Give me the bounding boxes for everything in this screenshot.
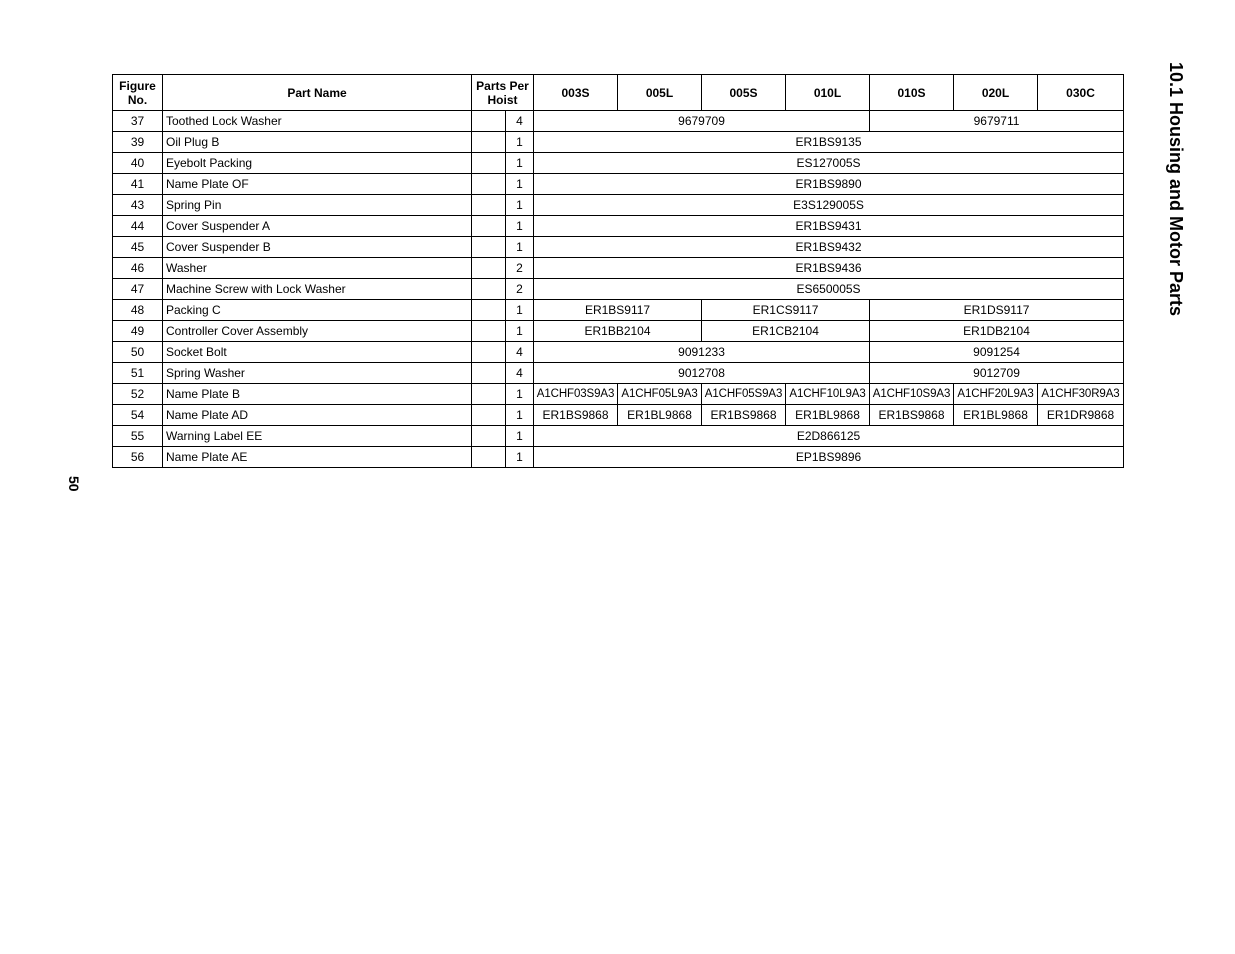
- header-pph-line2: Hoist: [487, 92, 518, 107]
- part-name-cell: Cover Suspender A: [163, 216, 472, 237]
- part-name-cell: Toothed Lock Washer: [163, 111, 472, 132]
- part-name-cell: Controller Cover Assembly: [163, 321, 472, 342]
- part-code-cell: EP1BS9896: [534, 447, 1124, 468]
- table-row: [113, 153, 1124, 174]
- part-name-cell: Name Plate AE: [163, 447, 472, 468]
- parts-per-hoist-cell: 1: [506, 300, 534, 321]
- part-name-cell: Spring Pin: [163, 195, 472, 216]
- header-model: 010S: [870, 75, 954, 111]
- part-code-cell: ER1BL9868: [786, 405, 870, 426]
- part-code-cell: A1CHF10S9A3: [870, 384, 954, 405]
- section-title: 10.1 Housing and Motor Parts: [1166, 62, 1186, 317]
- part-code-cell: ER1DS9117: [870, 300, 1124, 321]
- parts-per-hoist-blank-cell: [472, 216, 506, 237]
- part-name-cell: Name Plate B: [163, 384, 472, 405]
- header-model: 030C: [1038, 75, 1124, 111]
- parts-per-hoist-blank-cell: [472, 111, 506, 132]
- part-name-cell: Socket Bolt: [163, 342, 472, 363]
- header-model: 005S: [702, 75, 786, 111]
- parts-per-hoist-blank-cell: [472, 363, 506, 384]
- header-figure-line2: No.: [127, 92, 148, 107]
- parts-table-body: [113, 111, 1124, 468]
- figure-no-cell: 49: [113, 321, 163, 342]
- parts-per-hoist-blank-cell: [472, 258, 506, 279]
- parts-per-hoist-cell: 2: [506, 258, 534, 279]
- parts-per-hoist-blank-cell: [472, 426, 506, 447]
- part-code-cell: 9679711: [870, 111, 1124, 132]
- parts-per-hoist-cell: 1: [506, 132, 534, 153]
- figure-no-cell: 45: [113, 237, 163, 258]
- table-row: [113, 237, 1124, 258]
- part-code-cell: ER1BS9432: [534, 237, 1124, 258]
- figure-no-cell: 44: [113, 216, 163, 237]
- parts-per-hoist-cell: 1: [506, 384, 534, 405]
- page-number: 50: [66, 476, 82, 492]
- figure-no-cell: 37: [113, 111, 163, 132]
- part-code-cell: A1CHF05S9A3: [702, 384, 786, 405]
- table-row: [113, 174, 1124, 195]
- part-name-cell: Washer: [163, 258, 472, 279]
- part-code-cell: A1CHF05L9A3: [618, 384, 702, 405]
- parts-per-hoist-blank-cell: [472, 321, 506, 342]
- figure-no-cell: 40: [113, 153, 163, 174]
- figure-no-cell: 55: [113, 426, 163, 447]
- parts-per-hoist-cell: 2: [506, 279, 534, 300]
- part-code-cell: ER1BB2104: [534, 321, 702, 342]
- figure-no-cell: 47: [113, 279, 163, 300]
- figure-no-cell: 39: [113, 132, 163, 153]
- parts-per-hoist-blank-cell: [472, 279, 506, 300]
- part-code-cell: ES650005S: [534, 279, 1124, 300]
- header-figure-line1: Figure: [119, 78, 156, 93]
- header-model: 010L: [786, 75, 870, 111]
- header-model: 020L: [954, 75, 1038, 111]
- figure-no-cell: 52: [113, 384, 163, 405]
- parts-per-hoist-blank-cell: [472, 300, 506, 321]
- parts-per-hoist-blank-cell: [472, 405, 506, 426]
- figure-no-cell: 41: [113, 174, 163, 195]
- part-name-cell: Cover Suspender B: [163, 237, 472, 258]
- table-row: [113, 426, 1124, 447]
- table-row: [113, 111, 1124, 132]
- part-name-cell: Warning Label EE: [163, 426, 472, 447]
- parts-per-hoist-blank-cell: [472, 132, 506, 153]
- part-code-cell: 9679709: [534, 111, 870, 132]
- part-name-cell: Packing C: [163, 300, 472, 321]
- parts-per-hoist-cell: 4: [506, 363, 534, 384]
- part-code-cell: ER1CB2104: [702, 321, 870, 342]
- header-model: 005L: [618, 75, 702, 111]
- parts-per-hoist-cell: 1: [506, 195, 534, 216]
- part-code-cell: 9012709: [870, 363, 1124, 384]
- part-code-cell: ER1BS9135: [534, 132, 1124, 153]
- header-figure-no: [113, 75, 163, 111]
- part-name-cell: Name Plate OF: [163, 174, 472, 195]
- figure-no-cell: 50: [113, 342, 163, 363]
- parts-per-hoist-cell: 1: [506, 321, 534, 342]
- parts-per-hoist-cell: 1: [506, 153, 534, 174]
- part-code-cell: 9091233: [534, 342, 870, 363]
- figure-no-cell: 54: [113, 405, 163, 426]
- header-parts-per-hoist: [472, 75, 534, 111]
- part-name-cell: Machine Screw with Lock Washer: [163, 279, 472, 300]
- table-row: [113, 132, 1124, 153]
- part-code-cell: ER1CS9117: [702, 300, 870, 321]
- parts-per-hoist-blank-cell: [472, 342, 506, 363]
- table-row: [113, 279, 1124, 300]
- table-row: [113, 405, 1124, 426]
- figure-no-cell: 43: [113, 195, 163, 216]
- figure-no-cell: 51: [113, 363, 163, 384]
- table-row: [113, 216, 1124, 237]
- table-row: [113, 300, 1124, 321]
- part-code-cell: 9012708: [534, 363, 870, 384]
- figure-no-cell: 46: [113, 258, 163, 279]
- part-code-cell: E2D866125: [534, 426, 1124, 447]
- part-code-cell: ER1DB2104: [870, 321, 1124, 342]
- figure-no-cell: 48: [113, 300, 163, 321]
- part-code-cell: A1CHF20L9A3: [954, 384, 1038, 405]
- parts-per-hoist-blank-cell: [472, 195, 506, 216]
- parts-per-hoist-blank-cell: [472, 384, 506, 405]
- table-row: [113, 195, 1124, 216]
- part-code-cell: ER1BS9890: [534, 174, 1124, 195]
- part-name-cell: Spring Washer: [163, 363, 472, 384]
- part-name-cell: Oil Plug B: [163, 132, 472, 153]
- parts-per-hoist-blank-cell: [472, 447, 506, 468]
- part-code-cell: ER1BS9431: [534, 216, 1124, 237]
- parts-per-hoist-cell: 1: [506, 216, 534, 237]
- header-pph-line1: Parts Per: [476, 78, 529, 93]
- part-code-cell: ER1BL9868: [618, 405, 702, 426]
- table-row: [113, 363, 1124, 384]
- parts-table: [112, 74, 1124, 468]
- parts-per-hoist-cell: 4: [506, 111, 534, 132]
- part-code-cell: 9091254: [870, 342, 1124, 363]
- header-row: [113, 75, 1124, 111]
- parts-per-hoist-cell: 4: [506, 342, 534, 363]
- parts-per-hoist-blank-cell: [472, 174, 506, 195]
- parts-per-hoist-cell: 1: [506, 447, 534, 468]
- parts-per-hoist-cell: 1: [506, 405, 534, 426]
- figure-no-cell: 56: [113, 447, 163, 468]
- header-model: 003S: [534, 75, 618, 111]
- table-row: [113, 258, 1124, 279]
- part-code-cell: ER1BS9868: [534, 405, 618, 426]
- part-code-cell: ER1BL9868: [954, 405, 1038, 426]
- part-code-cell: ES127005S: [534, 153, 1124, 174]
- part-name-cell: Eyebolt Packing: [163, 153, 472, 174]
- part-code-cell: ER1BS9868: [870, 405, 954, 426]
- parts-per-hoist-cell: 1: [506, 426, 534, 447]
- part-code-cell: E3S129005S: [534, 195, 1124, 216]
- header-part-name: Part Name: [163, 75, 472, 111]
- table-row: [113, 321, 1124, 342]
- parts-per-hoist-cell: 1: [506, 174, 534, 195]
- part-code-cell: A1CHF03S9A3: [534, 384, 618, 405]
- part-code-cell: ER1BS9436: [534, 258, 1124, 279]
- parts-per-hoist-cell: 1: [506, 237, 534, 258]
- parts-per-hoist-blank-cell: [472, 153, 506, 174]
- table-row: [113, 342, 1124, 363]
- table-row: [113, 447, 1124, 468]
- part-code-cell: ER1DR9868: [1038, 405, 1124, 426]
- part-code-cell: A1CHF30R9A3: [1038, 384, 1124, 405]
- part-code-cell: A1CHF10L9A3: [786, 384, 870, 405]
- part-code-cell: ER1BS9117: [534, 300, 702, 321]
- part-code-cell: ER1BS9868: [702, 405, 786, 426]
- part-name-cell: Name Plate AD: [163, 405, 472, 426]
- table-row: [113, 384, 1124, 405]
- parts-per-hoist-blank-cell: [472, 237, 506, 258]
